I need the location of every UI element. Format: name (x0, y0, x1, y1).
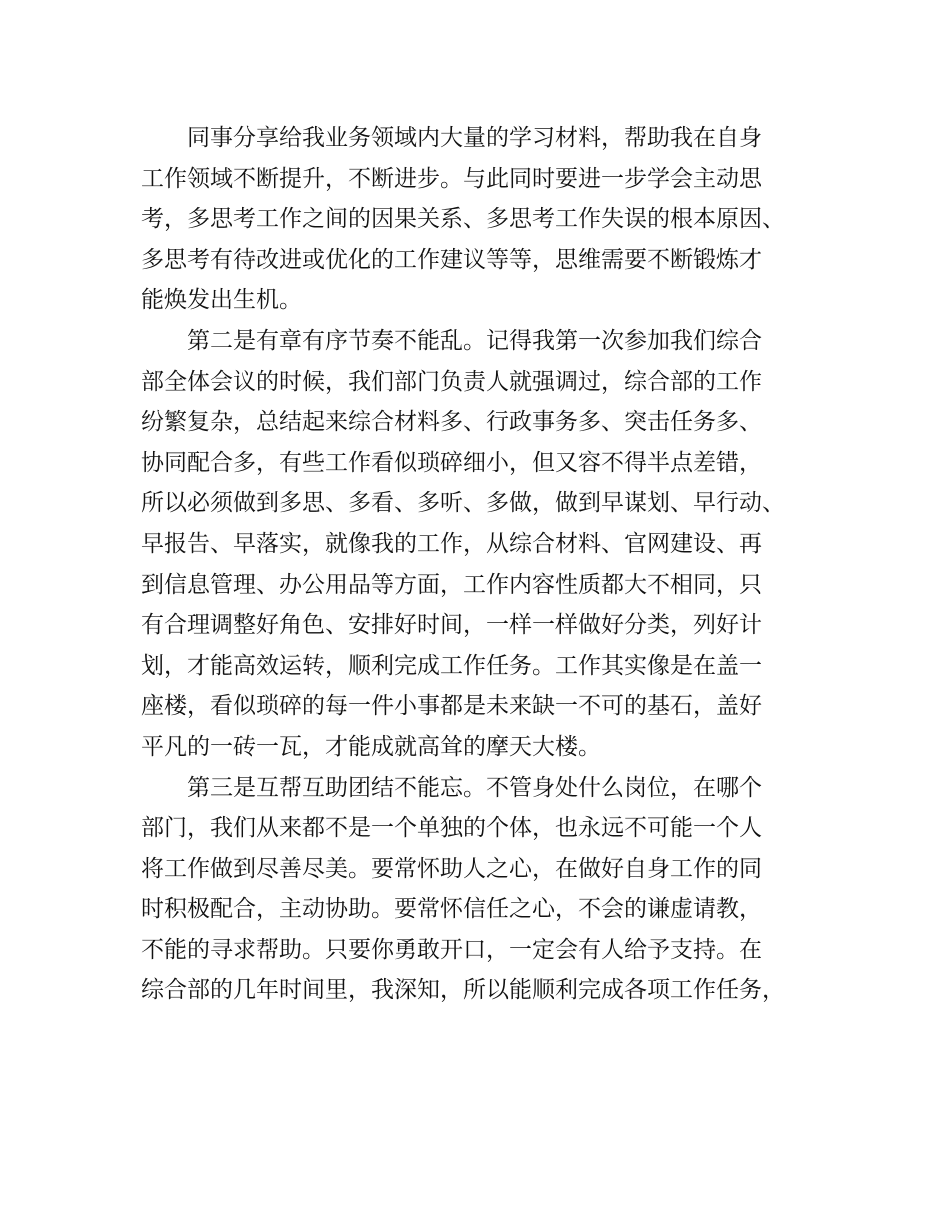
paragraph-2-line-2: 部全体会议的时候，我们部门负责人就强调过，综合部的工作 (141, 368, 762, 395)
paragraph-1-line-2: 工作领域不断提升，不断进步。与此同时要进一步学会主动思 (141, 165, 762, 192)
paragraph-2-line-8: 有合理调整好角色、安排好时间，一样一样做好分类，列好计 (141, 612, 762, 639)
paragraph-2-line-5: 所以必须做到多思、多看、多听、多做，做到早谋划、早行动、 (141, 490, 785, 517)
paragraph-2-line-1: 第二是有章有序节奏不能乱。记得我第一次参加我们综合 (187, 327, 762, 354)
paragraph-2-line-6: 早报告、早落实，就像我的工作，从综合材料、官网建设、再 (141, 530, 762, 557)
paragraph-2-line-11: 平凡的一砖一瓦，才能成就高耸的摩天大楼。 (141, 733, 601, 760)
paragraph-3-line-3: 将工作做到尽善尽美。要常怀助人之心，在做好自身工作的同 (141, 855, 762, 882)
paragraph-2-line-9: 划，才能高效运转，顺利完成工作任务。工作其实像是在盖一 (141, 652, 762, 679)
paragraph-3-line-4: 时积极配合，主动协助。要常怀信任之心，不会的谦虚请教， (141, 896, 762, 923)
paragraph-3-line-6: 综合部的几年时间里，我深知，所以能顺利完成各项工作任务， (141, 977, 785, 1004)
paragraph-2-line-4: 协同配合多，有些工作看似琐碎细小，但又容不得半点差错， (141, 449, 762, 476)
paragraph-2-line-10: 座楼，看似琐碎的每一件小事都是未来缺一不可的基石，盖好 (141, 693, 762, 720)
paragraph-1-line-5: 能焕发出生机。 (141, 287, 302, 314)
paragraph-3-line-1: 第三是互帮互助团结不能忘。不管身处什么岗位，在哪个 (187, 774, 762, 801)
paragraph-2-line-3: 纷繁复杂，总结起来综合材料多、行政事务多、突击任务多、 (141, 409, 762, 436)
body-text (141, 118, 831, 1011)
paragraph-2-line-7: 到信息管理、办公用品等方面，工作内容性质都大不相同，只 (141, 571, 762, 598)
paragraph-3-line-2: 部门，我们从来都不是一个单独的个体，也永远不可能一个人 (141, 815, 762, 842)
paragraph-1-line-3: 考，多思考工作之间的因果关系、多思考工作失误的根本原因、 (141, 206, 785, 233)
paragraph-1-line-4: 多思考有待改进或优化的工作建议等等，思维需要不断锻炼才 (141, 246, 762, 273)
paragraph-3-line-5: 不能的寻求帮助。只要你勇敢开口，一定会有人给予支持。在 (141, 936, 762, 963)
paragraph-1-line-1: 同事分享给我业务领域内大量的学习材料，帮助我在自身 (187, 125, 762, 151)
